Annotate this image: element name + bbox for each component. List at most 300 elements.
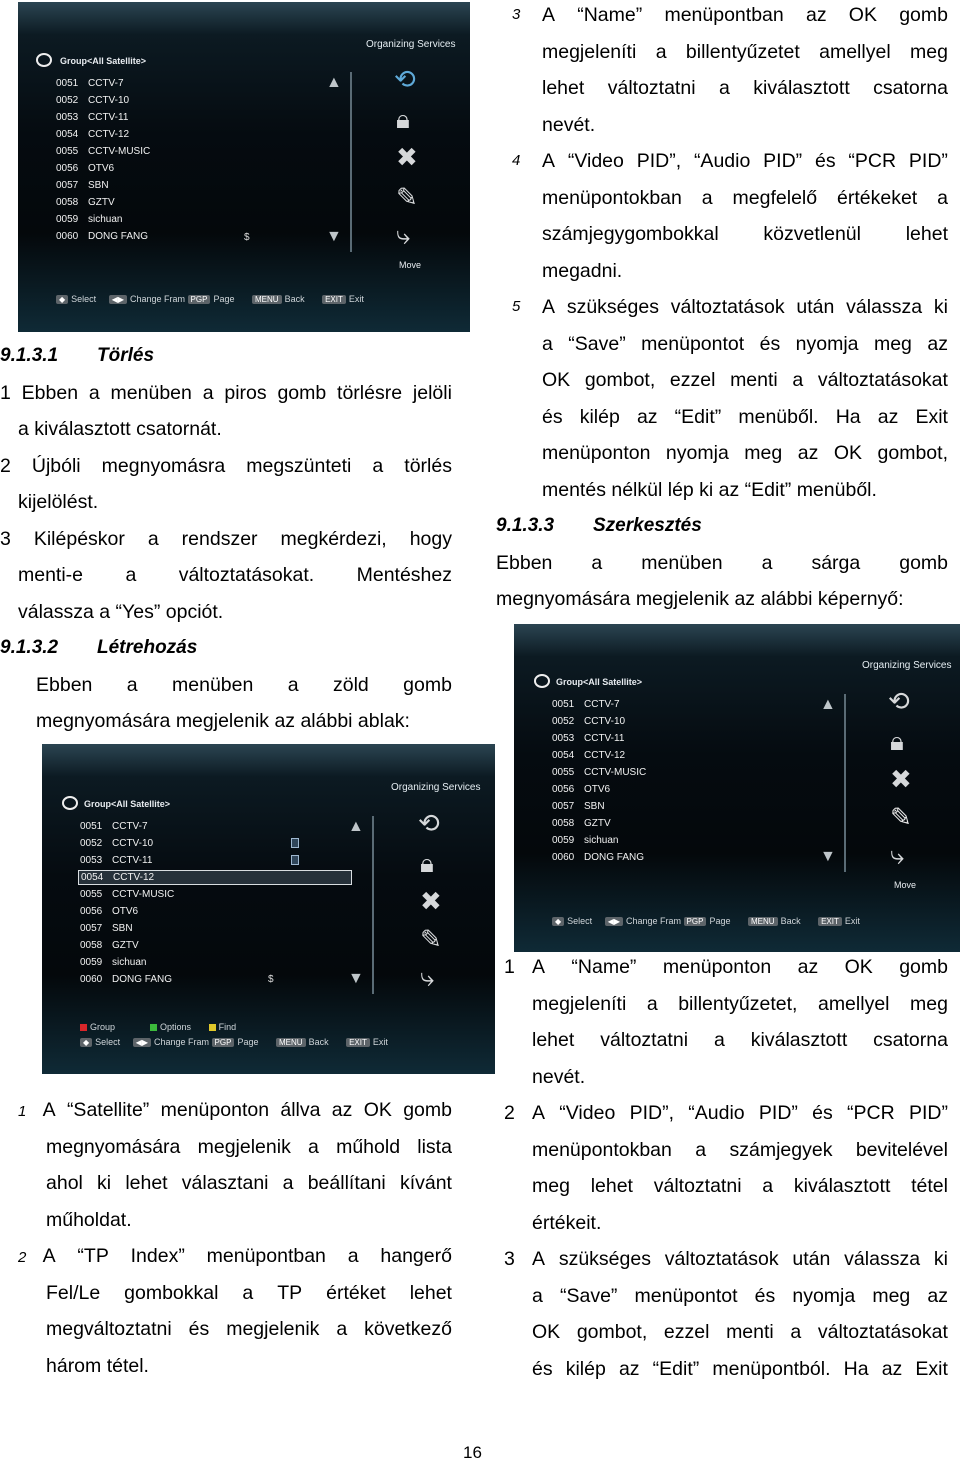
word: “Name” xyxy=(577,4,643,26)
list-item-line xyxy=(0,557,452,594)
word: a xyxy=(762,1175,774,1197)
word: a xyxy=(147,527,159,550)
list-item-line: megadni. xyxy=(542,259,623,282)
green-key-icon xyxy=(150,1024,157,1031)
channel-row: 0056 OTV6 xyxy=(56,163,115,174)
list-item-line: műholdat. xyxy=(46,1208,132,1231)
word: A xyxy=(42,1245,56,1267)
word: a xyxy=(695,1138,707,1161)
word: Ebben xyxy=(21,381,79,404)
list-item-line: 3 A “Name” menüpontban az OK gomb xyxy=(512,0,948,34)
word: billentyűzetet, xyxy=(678,992,798,1015)
word: ahol xyxy=(46,1172,83,1194)
word: bevitelével xyxy=(855,1138,948,1161)
word: változtatni xyxy=(653,1175,742,1197)
word: a xyxy=(792,369,804,391)
word: értéket xyxy=(326,1281,386,1304)
word: lehet xyxy=(542,77,585,99)
word: “Audio xyxy=(688,1102,745,1124)
word: Kilépéskor xyxy=(33,527,125,550)
tv-footer: ◆ Select ◀▶ Change Fram PGP Page MENU Back EXIT Exit xyxy=(56,294,364,304)
lock-mark-icon xyxy=(291,838,299,848)
word: a xyxy=(308,1135,319,1158)
list-item-line: 1 A “Satellite” menüponton állva az OK gomb xyxy=(18,1092,452,1129)
scroll-down-icon: ▼ xyxy=(348,970,364,987)
list-item-line: 1 A “Name” menüponton az OK gomb xyxy=(504,949,948,986)
word: változtatni xyxy=(600,1029,689,1051)
word: közvetlenül xyxy=(763,223,861,245)
word: gomb xyxy=(403,673,452,696)
word: “TP xyxy=(77,1245,109,1267)
channel-row: 0059 sichuan xyxy=(80,957,147,968)
word: menüből. xyxy=(738,405,819,428)
word: után xyxy=(792,1248,831,1270)
word: a xyxy=(701,186,713,209)
word: menüpontot xyxy=(641,332,745,355)
word: jelöli xyxy=(412,381,452,404)
right-bottom-list xyxy=(504,949,948,1387)
screenshot-organizing-services-3 xyxy=(514,624,960,952)
word: gombot, xyxy=(584,369,656,391)
word: OK xyxy=(542,369,571,391)
word: gomb xyxy=(899,956,948,978)
word: a xyxy=(287,673,299,696)
intro-line xyxy=(496,545,948,582)
scrambled-mark: $ xyxy=(268,974,274,985)
channel-row: 0053 CCTV-11 xyxy=(56,112,129,123)
list-item-line: 3 A szükséges változtatások után válassza ki xyxy=(504,1241,948,1278)
word: a xyxy=(937,186,948,209)
word: ezzel xyxy=(663,1321,710,1343)
list-item-line: 2 A “TP Index” menüpontban a hangerő xyxy=(18,1238,452,1275)
word: OK xyxy=(833,442,863,464)
word: megfelelő xyxy=(732,186,818,209)
word: nyomja xyxy=(665,442,729,464)
word: választani xyxy=(181,1172,269,1194)
list-item-line xyxy=(18,1275,452,1312)
channel-row: 0057 SBN xyxy=(80,923,133,934)
word: “Save” xyxy=(568,332,626,355)
word: menüben xyxy=(172,673,254,696)
word: lehet xyxy=(125,1172,168,1194)
word: és xyxy=(759,332,781,355)
list-item-line xyxy=(0,375,452,412)
tv-footer: ◆ Select ◀▶ Change Fram PGP Page MENU Back EXIT Exit xyxy=(80,1037,388,1047)
list-item-line xyxy=(512,399,948,436)
word: A xyxy=(42,1099,56,1121)
word: meg xyxy=(744,442,783,464)
word: menüben xyxy=(641,551,723,574)
word: számjegyek xyxy=(729,1138,833,1161)
word: a xyxy=(790,1321,802,1343)
word: Fel/Le xyxy=(46,1281,101,1304)
channel-row: 0059 sichuan xyxy=(56,214,123,225)
word: OK xyxy=(363,1099,392,1121)
move-label: Move xyxy=(399,260,422,270)
word: és xyxy=(812,1102,833,1124)
word: Újbóli xyxy=(31,454,81,477)
word: hangerő xyxy=(380,1245,452,1267)
lock-icon: 🔒︎ xyxy=(890,726,904,756)
intro-line xyxy=(0,667,452,704)
list-item-line: nevét. xyxy=(542,113,596,136)
channel-row: 0055 CCTV-MUSIC xyxy=(56,146,151,157)
word: A xyxy=(532,1102,546,1124)
word: menüpontot xyxy=(634,1284,738,1307)
word: 2 xyxy=(0,454,11,477)
list-item-line xyxy=(18,1311,452,1348)
word: változtatásokat xyxy=(817,369,948,391)
list-item-line: kijelölést. xyxy=(18,491,99,513)
word: megjelenik xyxy=(197,1135,291,1158)
channel-row: 0058 GZTV xyxy=(80,940,139,951)
list-item-line xyxy=(512,326,948,363)
word: változtatni xyxy=(607,77,696,99)
move-icon: ⤷ xyxy=(890,840,905,870)
group-ring-icon xyxy=(534,674,550,688)
word: “PCR xyxy=(847,1102,895,1124)
word: “PCR xyxy=(848,150,897,172)
word: ki xyxy=(97,1172,112,1194)
word: megjelenik xyxy=(226,1318,320,1340)
channel-row: 0057 SBN xyxy=(56,180,109,191)
word: “Satellite” xyxy=(66,1099,150,1121)
satellite-list xyxy=(18,1092,452,1384)
word: csatorna xyxy=(873,77,948,99)
list-item-line xyxy=(512,362,948,399)
channel-row: 0052 CCTV-10 xyxy=(80,838,154,849)
edit-icon: ✎ xyxy=(420,924,442,954)
word: a xyxy=(336,1318,348,1340)
list-item-line xyxy=(0,448,452,485)
word: a xyxy=(718,77,730,99)
intro-line: megnyomására megjelenik az alábbi képernyő: xyxy=(496,588,904,610)
word: PID” xyxy=(758,1102,798,1124)
channel-row: 0051 CCTV-7 xyxy=(552,699,620,710)
list-item-line xyxy=(0,521,452,558)
list-item-line: értékeit. xyxy=(532,1211,602,1234)
word: a xyxy=(655,40,667,63)
scrollbar xyxy=(372,816,374,994)
word: és xyxy=(532,1357,553,1380)
list-item-line xyxy=(512,216,948,253)
list-item-line xyxy=(504,1168,948,1205)
torles-list xyxy=(0,375,452,631)
word: OK xyxy=(844,956,873,978)
word: kilép xyxy=(565,1357,606,1380)
list-item-line xyxy=(512,435,948,472)
word: válassza xyxy=(844,1248,921,1270)
word: amellyel xyxy=(817,992,890,1015)
word: és xyxy=(542,405,563,428)
channel-row: 0057 SBN xyxy=(552,801,605,812)
word: szükséges xyxy=(558,1248,651,1270)
channel-row: 0055 CCTV-MUSIC xyxy=(552,767,647,778)
lock-icon: 🔒︎ xyxy=(396,104,410,134)
word: változtatásokat xyxy=(817,1321,948,1343)
word: következő xyxy=(364,1318,452,1340)
channel-row: 0054 CCTV-12 xyxy=(552,750,626,761)
delete-icon: ✖ xyxy=(420,886,442,916)
word: a xyxy=(202,381,214,404)
word: Exit xyxy=(915,1357,948,1380)
word: a xyxy=(646,992,658,1015)
word: szükséges xyxy=(566,296,659,318)
lock-icon: 🔒︎ xyxy=(420,848,434,878)
word: “Edit” xyxy=(652,1357,700,1380)
word: a xyxy=(532,1284,543,1307)
word: gombot, xyxy=(576,1321,648,1343)
word: Exit xyxy=(915,405,948,428)
word: hogy xyxy=(409,527,452,550)
list-item-line xyxy=(504,1314,948,1351)
word: “Name” xyxy=(571,956,637,978)
channel-row: 0060 DONG FANG xyxy=(80,974,173,985)
screenshot-organizing-services-2 xyxy=(42,744,495,1074)
list-item-line xyxy=(18,1165,452,1202)
channel-row-selected: 0054 CCTV-12 xyxy=(78,870,352,885)
scroll-up-icon: ▲ xyxy=(348,818,364,835)
word: menüpontokban xyxy=(532,1138,672,1161)
word: kívánt xyxy=(399,1172,452,1194)
screenshot-organizing-services-1 xyxy=(18,2,470,332)
word: gomb xyxy=(277,381,327,404)
word: törlés xyxy=(404,454,452,477)
word: az xyxy=(797,956,819,978)
channel-row: 0052 CCTV-10 xyxy=(56,95,130,106)
list-item-line xyxy=(504,1278,948,1315)
word: az xyxy=(927,1284,948,1307)
word: műhold xyxy=(336,1135,401,1158)
word: gomb xyxy=(899,551,948,574)
word: az xyxy=(881,1357,903,1380)
word: a xyxy=(242,1281,254,1304)
word: menüpontban xyxy=(206,1245,326,1267)
word: megnyomására xyxy=(46,1135,181,1158)
word: A xyxy=(542,150,556,172)
list-item-line: nevét. xyxy=(532,1065,586,1088)
word: sárga xyxy=(811,551,861,574)
word: kiválasztott xyxy=(750,1029,848,1051)
word: törlésre xyxy=(337,381,403,404)
word: gombot, xyxy=(877,442,948,464)
list-item-line xyxy=(504,1022,948,1059)
tv-color-keys: Group Options Find xyxy=(80,1022,236,1032)
word: és xyxy=(814,150,836,172)
word: 1 xyxy=(0,381,11,404)
word: értékeket xyxy=(837,186,918,209)
left-column xyxy=(0,338,452,740)
word: meg xyxy=(910,992,948,1015)
delete-icon: ✖ xyxy=(890,764,912,794)
word: TP xyxy=(277,1281,303,1304)
channel-row: 0056 OTV6 xyxy=(552,784,611,795)
word: változtatások xyxy=(670,296,785,318)
word: PID”, xyxy=(636,150,682,172)
word: a xyxy=(282,1172,294,1194)
word: meg xyxy=(873,332,912,355)
organizing-services-title: Organizing Services xyxy=(391,782,481,793)
word: ki xyxy=(933,1248,948,1270)
channel-row: 0051 CCTV-7 xyxy=(80,821,148,832)
group-ring-icon xyxy=(62,796,78,810)
word: a xyxy=(126,673,138,696)
edit-icon: ✎ xyxy=(890,802,912,832)
list-item-line: 2 A “Video PID”, “Audio PID” és “PCR PID” xyxy=(504,1095,948,1132)
word: tétel xyxy=(911,1175,948,1197)
word: A xyxy=(542,296,556,318)
channel-row: 0055 CCTV-MUSIC xyxy=(80,889,175,900)
word: megváltoztatni xyxy=(46,1318,172,1340)
word: PID” xyxy=(763,150,803,172)
channel-row: 0053 CCTV-11 xyxy=(80,855,153,866)
channel-row: 0051 CCTV-7 xyxy=(56,78,124,89)
scroll-down-icon: ▼ xyxy=(820,848,836,865)
word: meg xyxy=(532,1175,570,1197)
word: az xyxy=(331,1099,353,1121)
word: “Video xyxy=(567,150,624,172)
word: és xyxy=(754,1284,776,1307)
word: beállítani xyxy=(307,1172,386,1194)
word: az xyxy=(877,405,899,428)
list-item-line xyxy=(504,986,948,1023)
channel-row: 0053 CCTV-11 xyxy=(552,733,625,744)
word: az xyxy=(927,332,948,355)
word: a xyxy=(542,332,553,355)
word: billentyűzetet xyxy=(685,40,800,63)
word: “Save” xyxy=(559,1284,618,1307)
word: menüpontból. xyxy=(712,1357,831,1380)
tv-footer: ◆ Select ◀▶ Change Fram PGP Page MENU Back EXIT Exit xyxy=(552,916,860,926)
refresh-icon: ⟲ xyxy=(418,808,440,838)
channel-row: 0056 OTV6 xyxy=(80,906,139,917)
move-label: Move xyxy=(894,880,917,890)
word: A xyxy=(542,4,556,26)
word: gomb xyxy=(899,4,948,26)
refresh-icon: ⟲ xyxy=(888,686,910,716)
list-item-line xyxy=(18,1129,452,1166)
word: az xyxy=(636,405,658,428)
word: kiválasztott xyxy=(793,1175,891,1197)
word: változtatásokat. xyxy=(178,564,315,586)
word: PID” xyxy=(908,150,948,172)
yellow-key-icon xyxy=(209,1024,216,1031)
refresh-icon: ⟲ xyxy=(394,64,416,94)
word: lehet xyxy=(409,1281,452,1304)
word: és xyxy=(188,1318,210,1340)
word: az xyxy=(805,4,827,26)
word: megnyomásra xyxy=(101,454,226,477)
lock-mark-icon xyxy=(291,855,299,865)
word: a xyxy=(347,1245,359,1267)
word: megjeleníti xyxy=(532,992,627,1015)
word: Ha xyxy=(843,1357,869,1380)
channel-row: 0054 CCTV-12 xyxy=(56,129,130,140)
word: A xyxy=(532,1248,546,1270)
word: a xyxy=(761,551,773,574)
szerkesztes-section xyxy=(496,508,948,618)
list-item-line xyxy=(512,34,948,71)
word: megszünteti xyxy=(246,454,352,477)
word: Ebben xyxy=(36,673,93,696)
organizing-services-title: Organizing Services xyxy=(366,39,456,50)
word: gombokkal xyxy=(124,1281,219,1304)
intro-line: megnyomására megjelenik az alábbi ablak: xyxy=(36,710,410,732)
word: A xyxy=(532,956,546,978)
word: ezzel xyxy=(669,369,716,391)
word: a xyxy=(125,564,137,586)
scroll-up-icon: ▲ xyxy=(326,74,342,91)
group-title: Group<All Satellite> xyxy=(84,799,171,809)
word: menti xyxy=(730,369,778,391)
word: megkérdezi, xyxy=(280,527,387,550)
word: lehet xyxy=(590,1175,633,1197)
scrollbar xyxy=(350,72,352,252)
word: lehet xyxy=(532,1029,575,1051)
word: Ha xyxy=(835,405,861,428)
list-item-line xyxy=(504,1132,948,1169)
group-title: Group<All Satellite> xyxy=(60,56,147,66)
word: az xyxy=(618,1357,640,1380)
list-item-line: mentés nélkül lép ki az “Edit” menüből. xyxy=(542,478,877,501)
word: számjegygombokkal xyxy=(542,223,719,245)
list-item-line: válassza a “Yes” opciót. xyxy=(18,600,224,623)
word: a xyxy=(88,381,100,404)
word: menüponton xyxy=(662,956,772,978)
list-item-line xyxy=(512,180,948,217)
word: Mentéshez xyxy=(356,564,452,586)
word: gomb xyxy=(403,1099,452,1121)
section-heading-szerkesztes: 9.1.3.3 Szerkesztés xyxy=(496,515,702,536)
group-title: Group<All Satellite> xyxy=(556,677,643,687)
section-heading-letrehozas: 9.1.3.2 Létrehozás xyxy=(0,637,198,658)
word: menti-e xyxy=(18,564,84,586)
word: zöld xyxy=(333,673,369,696)
delete-icon: ✖ xyxy=(396,142,418,172)
channel-row: 0059 sichuan xyxy=(552,835,619,846)
channel-row: 0058 GZTV xyxy=(552,818,611,829)
word: válassza xyxy=(846,296,923,318)
word: piros xyxy=(224,381,267,404)
word: nyomja xyxy=(795,332,859,355)
section-heading-torles: 9.1.3.1 Törlés xyxy=(0,345,155,366)
page-number: 16 xyxy=(463,1443,482,1461)
word: “Edit” xyxy=(674,405,722,428)
word: menüponton xyxy=(542,442,651,464)
list-item-line: a kiválasztott csatornát. xyxy=(18,418,222,440)
word: után xyxy=(796,296,835,318)
word: kilép xyxy=(579,405,620,428)
word: OK xyxy=(848,4,877,26)
word: menüben xyxy=(110,381,192,404)
word: rendszer xyxy=(181,527,258,550)
scrambled-mark: $ xyxy=(244,232,250,243)
word: lehet xyxy=(905,223,948,245)
word: meg xyxy=(910,40,948,63)
word: változtatások xyxy=(664,1248,779,1270)
word: PID”, xyxy=(629,1102,674,1124)
word: menüpontokban xyxy=(542,186,682,209)
channel-row: 0058 GZTV xyxy=(56,197,115,208)
list-item-line xyxy=(512,70,948,107)
word: a xyxy=(372,454,384,477)
word: amellyel xyxy=(819,40,891,63)
word: csatorna xyxy=(873,1029,948,1051)
channel-row: 0052 CCTV-10 xyxy=(552,716,626,727)
word: menti xyxy=(726,1321,774,1343)
word: “Audio xyxy=(693,150,751,172)
word: megjeleníti xyxy=(542,40,637,63)
